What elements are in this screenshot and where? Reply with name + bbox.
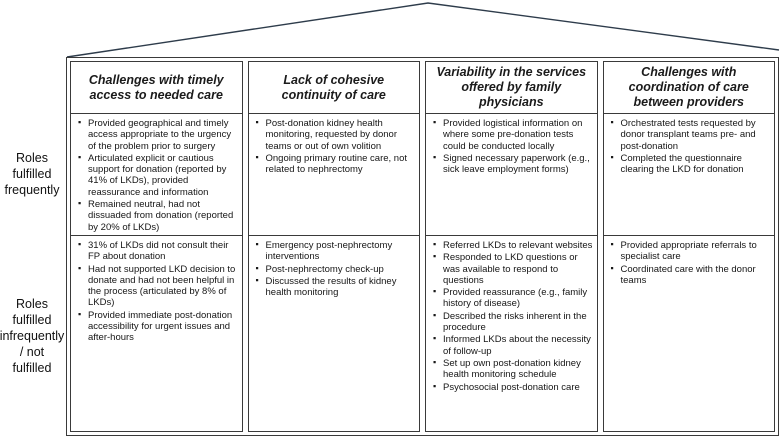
column-header: Lack of cohesive continuity of care bbox=[249, 62, 420, 114]
infrequent-roles-list bbox=[71, 236, 242, 431]
role-item: ▪ Informed LKDs about the necessity of follow-up bbox=[433, 334, 593, 357]
role-item: ▪ Provided logistical information on where some pre-donation tests could be conducted locally bbox=[433, 118, 593, 152]
role-item: ▪ Coordinated care with the donor teams bbox=[611, 264, 771, 287]
role-item: ▪ Described the risks inherent in the procedure bbox=[433, 311, 593, 334]
rail-header-spacer bbox=[0, 57, 64, 113]
role-item: ▪ Provided appropriate referrals to specialist care bbox=[611, 240, 771, 263]
infrequent-roles-list bbox=[604, 236, 775, 431]
role-item: ▪ Discussed the results of kidney health monitoring bbox=[256, 276, 416, 299]
role-item: ▪ Provided immediate post-donation accessibility for urgent issues and after-hours bbox=[78, 310, 238, 344]
role-item: ▪ Referred LKDs to relevant websites bbox=[433, 240, 593, 251]
infrequent-roles-list bbox=[249, 236, 420, 431]
role-item: ▪ Ongoing primary routine care, not related to nephrectomy bbox=[256, 153, 416, 176]
role-item: ▪ 31% of LKDs did not consult their FP about donation bbox=[78, 240, 238, 263]
role-item: ▪ Orchestrated tests requested by donor transplant teams pre- and post-donation bbox=[611, 118, 771, 152]
frequent-roles-list bbox=[249, 114, 420, 236]
role-item: ▪ Had not supported LKD decision to donate and had not been helpful in the process (articulated by 8% of LKDs) bbox=[78, 264, 238, 309]
role-item: ▪ Set up own post-donation kidney health monitoring schedule bbox=[433, 358, 593, 381]
row-label-rail bbox=[0, 57, 64, 436]
frequent-roles-list bbox=[604, 114, 775, 236]
frequent-roles-list bbox=[426, 114, 597, 236]
category-column bbox=[248, 61, 421, 432]
role-item: ▪ Articulated explicit or cautious support for donation (reported by 41% of LKDs), provided reassurance and information bbox=[78, 153, 238, 198]
role-item: ▪ Provided geographical and timely access appropriate to the urgency of the problem prior to surgery bbox=[78, 118, 238, 152]
role-item: ▪ Responded to LKD questions or was available to respond to questions bbox=[433, 252, 593, 286]
column-header: Challenges with timely access to needed care bbox=[71, 62, 242, 114]
role-item: ▪ Emergency post-nephrectomy interventions bbox=[256, 240, 416, 263]
role-item: ▪ Signed necessary paperwork (e.g., sick leave employment forms) bbox=[433, 153, 593, 176]
infrequent-roles-list bbox=[426, 236, 597, 431]
rail-row-infrequent bbox=[0, 235, 64, 436]
role-item: ▪ Post-donation kidney health monitoring, requested by donor teams or out of own volition bbox=[256, 118, 416, 152]
role-item: ▪ Remained neutral, had not dissuaded from donation (reported by 20% of LKDs) bbox=[78, 199, 238, 233]
category-column bbox=[70, 61, 243, 432]
column-header: Challenges with coordination of care between providers bbox=[604, 62, 775, 114]
category-column bbox=[603, 61, 776, 432]
role-item: ▪ Psychosocial post-donation care bbox=[433, 382, 593, 393]
frequent-roles-list bbox=[71, 114, 242, 236]
row-label-frequent: Roles fulfilled frequently bbox=[4, 151, 60, 197]
roof-outline bbox=[0, 0, 781, 60]
row-label-infrequent: Roles fulfilled infrequently / not fulfilled bbox=[0, 296, 65, 375]
role-item: ▪ Completed the questionnaire clearing the LKD for donation bbox=[611, 153, 771, 176]
role-item: ▪ Post-nephrectomy check-up bbox=[256, 264, 416, 275]
category-column bbox=[425, 61, 598, 432]
column-header: Variability in the services offered by family physicians bbox=[426, 62, 597, 114]
rail-row-frequent bbox=[0, 113, 64, 235]
roles-matrix-table bbox=[66, 57, 779, 436]
role-item: ▪ Provided reassurance (e.g., family history of disease) bbox=[433, 287, 593, 310]
